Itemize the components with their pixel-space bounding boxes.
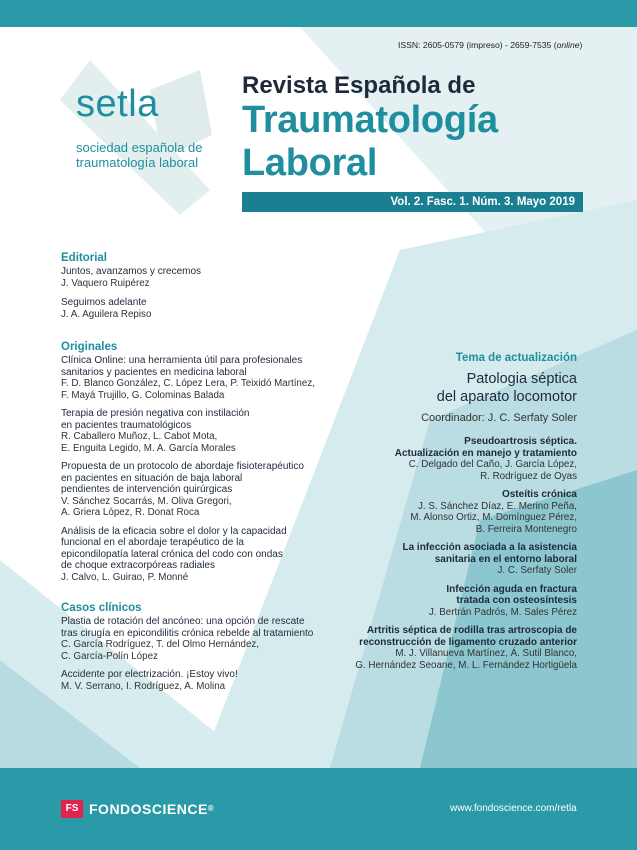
article-authors: J. Vaquero Ruipérez (61, 277, 150, 289)
website-link[interactable]: www.fondoscience.com/retla (450, 803, 577, 814)
publisher-name: FONDOSCIENCE® (89, 801, 215, 817)
article-item: Plastia de rotación del ancóneo: una opción de rescate tras cirugía en epicondilitis crónica rebelde al tratamiento C. García Rodríguez, T. del Olmo Hernández, C. García-Polín López (61, 616, 314, 662)
section-heading: Editorial (61, 252, 108, 264)
tema-title-line1: Patologia séptica (466, 371, 577, 387)
fondoscience-logo-mark: FS (61, 800, 83, 818)
tema-article: La infección asociada a la asistencia sanitaria en el entorno laboral J. C. Serfaty Soler (402, 542, 577, 576)
editorial-section (61, 252, 361, 320)
article-authors: J. A. Aguilera Repiso (61, 308, 152, 320)
article-item: Análisis de la eficacia sobre el dolor y la capacidad funcional en el abordaje terapéutico de la epicondilopatía lateral crónica del codo con ondas de choque extracorpóreas radiales J. Calvo, L. Guirao, P. Monné (61, 525, 287, 583)
coordinator: Coordinador: J. C. Serfaty Soler (421, 412, 577, 424)
top-band (0, 0, 637, 27)
volume-bar: Vol. 2. Fasc. 1. Núm. 3. Mayo 2019 (242, 192, 583, 212)
tema-article: Artritis séptica de rodilla tras artroscopia de reconstrucción de ligamento cruzado anterior M. J. Villanueva Martínez, Á. Sutil Blanco, G. Hernández Seoane, M. L. Fernández Hortigüela (355, 625, 577, 671)
section-heading: Originales (61, 341, 118, 353)
issn-line: ISSN: 2605-0579 (impreso) - 2659-7535 (online) (398, 40, 583, 50)
section-heading: Casos clínicos (61, 602, 142, 614)
tema-article: Infección aguda en fractura tratada con osteosíntesis J. Bertrán Padrós, M. Sales Pérez (428, 583, 577, 618)
setla-logo: setla (76, 83, 159, 125)
tema-article: Osteítis crónica J. S. Sánchez Díaz, E. Merino Peña, M. Alonso Ortiz, M. Domínguez Pérez, B. Ferreira Montenegro (410, 489, 577, 535)
tema-actualizacion (297, 352, 577, 671)
article-title: Juntos, avanzamos y crecemos (61, 266, 202, 277)
article-item: Propuesta de un protocolo de abordaje fisioterapéutico en pacientes en situación de baja laboral pendientes de intervención quirúrgicas V. Sánchez Socarrás, M. Oliva Gregori, A. Griera López, R. Donat Roca (61, 461, 304, 518)
article-item: Accidente por electrización. ¡Estoy vivo! M. V. Serrano, I. Rodríguez, A. Molina (61, 669, 238, 692)
journal-title-line2: Traumatología (242, 99, 498, 141)
logo-subtitle: sociedad española de traumatología laboral (76, 140, 203, 170)
article-item: Clínica Online: una herramienta útil para profesionales sanitarios y pacientes en medicina laboral F. D. Blanco González, C. López Lera, P. Teixidó Martínez, F. Mayá Trujillo, G. Colominas Balada (61, 355, 315, 401)
tema-heading: Tema de actualización (455, 352, 577, 364)
article-item: Terapia de presión negativa con instilación en pacientes traumatológicos R. Caballero Muñoz, L. Cabot Mota, E. Enguita Legido, M. A. García Morales (61, 408, 250, 454)
article-title: Seguimos adelante (61, 297, 147, 308)
tema-title-line2: del aparato locomotor (436, 389, 577, 405)
tema-article: Pseudoartrosis séptica. Actualización en manejo y tratamiento C. Delgado del Caño, J. García López, R. Rodríguez de Oyas (394, 436, 577, 482)
journal-title-line3: Laboral (242, 142, 378, 184)
journal-title-line1: Revista Española de (242, 72, 476, 99)
